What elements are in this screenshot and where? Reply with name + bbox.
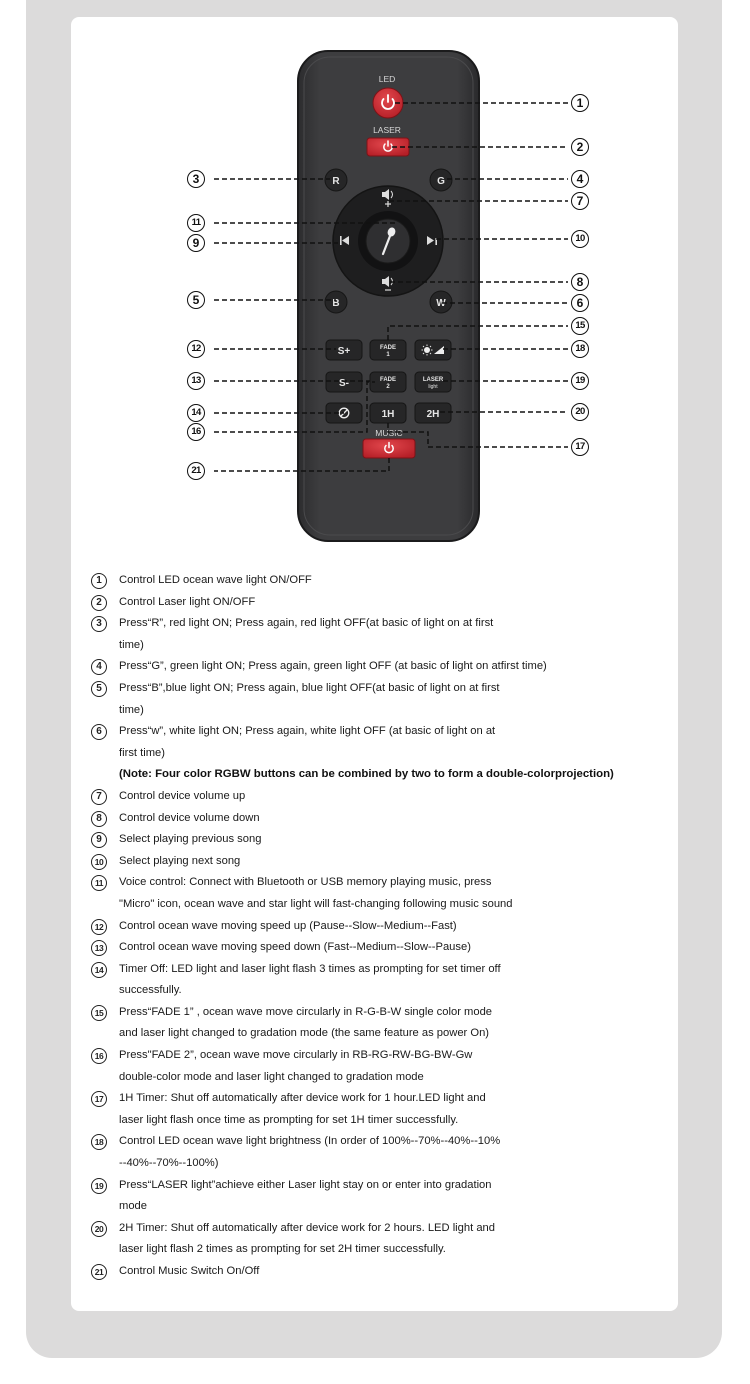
callout-2: 2: [571, 138, 589, 156]
instruction-item: [91, 1088, 671, 1131]
instruction-number: 12: [91, 919, 107, 935]
svg-text:W: W: [436, 298, 446, 309]
instruction-text: Press“G”, green light ON; Press again, green light OFF (at basic of light on atfirst time): [119, 660, 547, 673]
instruction-number: 11: [91, 875, 107, 891]
svg-text:FADE: FADE: [379, 345, 397, 351]
instruction-number: 8: [91, 811, 107, 827]
callout-15: 15: [571, 317, 589, 335]
svg-text:FADE: FADE: [379, 377, 397, 383]
svg-text:R: R: [332, 176, 340, 187]
instruction-item: [91, 570, 671, 592]
speed-up-button[interactable]: [326, 340, 362, 360]
laser-light-button[interactable]: [415, 372, 451, 392]
instruction-item: [91, 1175, 671, 1218]
callout-16: 16: [187, 423, 205, 441]
laser-label: LASER: [373, 125, 401, 135]
instruction-text: time): [119, 638, 144, 651]
callout-9: 9: [187, 234, 205, 252]
instruction-text: 1H Timer: Shut off automatically after device work for 1 hour.LED light and: [119, 1092, 486, 1105]
svg-text:1H: 1H: [381, 409, 395, 420]
callout-3: 3: [187, 170, 205, 188]
svg-text:2H: 2H: [426, 409, 440, 420]
g-button[interactable]: [430, 169, 452, 191]
music-label: MUSIC: [375, 428, 403, 438]
callout-20: 20: [571, 403, 589, 421]
instruction-text: 2H Timer: Shut off automatically after device work for 2 hours. LED light and: [119, 1221, 495, 1234]
instruction-number: 19: [91, 1178, 107, 1194]
instruction-item: [91, 678, 671, 721]
instruction-item: [91, 1261, 671, 1283]
svg-text:1: 1: [386, 352, 390, 358]
instruction-text: Timer Off: LED light and laser light flash 3 times as prompting for set timer off: [119, 962, 501, 975]
brightness-button[interactable]: [415, 340, 451, 360]
music-power-button[interactable]: [363, 439, 415, 458]
instruction-text: --40%--70%--100%): [119, 1157, 219, 1170]
instruction-text: laser light flash once time as prompting for set 1H timer successfully.: [119, 1113, 459, 1126]
callout-6: 6: [571, 294, 589, 312]
instruction-number: 13: [91, 940, 107, 956]
instruction-number: 18: [91, 1134, 107, 1150]
callout-11: 11: [187, 214, 205, 232]
instruction-number: 6: [91, 724, 107, 740]
instruction-text: mode: [119, 1200, 147, 1213]
svg-text:2: 2: [386, 384, 390, 390]
instruction-text: Press“R”, red light ON; Press again, red light OFF(at basic of light on at first: [119, 617, 494, 630]
instruction-text: and laser light changed to gradation mode (the same feature as power On): [119, 1027, 490, 1040]
callout-21: 21: [187, 462, 205, 480]
mic-button[interactable]: [366, 219, 410, 263]
instruction-item: [91, 1218, 671, 1261]
speed-down-button[interactable]: [326, 372, 362, 392]
callout-19: 19: [571, 372, 589, 390]
instruction-text: Control ocean wave moving speed down (Fast--Medium--Slow--Pause): [119, 941, 471, 954]
w-button[interactable]: [430, 291, 452, 313]
instruction-number: 16: [91, 1048, 107, 1064]
instruction-text: successfully.: [119, 984, 182, 997]
instruction-text: Control Music Switch On/Off: [119, 1265, 260, 1277]
instruction-number: 1: [91, 573, 107, 589]
instruction-text: Press"FADE 2”, ocean wave move circularly in RB-RG-RW-BG-BW-Gw: [119, 1049, 473, 1062]
instruction-number: 17: [91, 1091, 107, 1107]
instruction-text: Press“w”, white light ON; Press again, white light OFF (at basic of light on at: [119, 725, 496, 738]
instruction-text: Control ocean wave moving speed up (Pause--Slow--Medium--Fast): [119, 919, 457, 932]
instruction-number: 21: [91, 1264, 107, 1280]
instruction-item: [91, 937, 671, 959]
svg-text:S+: S+: [337, 346, 351, 357]
instruction-number: 7: [91, 789, 107, 805]
instruction-number: 10: [91, 854, 107, 870]
instruction-text: Press“B”,blue light ON; Press again, blue light OFF(at basic of light on at first: [119, 681, 500, 694]
callout-18: 18: [571, 340, 589, 358]
svg-text:G: G: [437, 176, 445, 187]
instruction-item: [91, 592, 671, 614]
svg-text:LASER: LASER: [422, 377, 444, 383]
svg-text:B: B: [332, 298, 340, 309]
instruction-text: double-color mode and laser light changed to gradation mode: [119, 1070, 424, 1083]
callout-14: 14: [187, 404, 205, 422]
remote-diagram: [0, 0, 750, 560]
instruction-number: 3: [91, 616, 107, 632]
svg-text:S-: S-: [339, 378, 349, 389]
instructions-list: [91, 570, 671, 1283]
instruction-text: Select playing previous song: [119, 833, 262, 846]
instruction-text: Voice control: Connect with Bluetooth or USB memory playing music, press: [119, 876, 492, 889]
instruction-text: "Micro" icon, ocean wave and star light will fast-changing following music sound: [119, 897, 513, 910]
instruction-number: 5: [91, 681, 107, 697]
instruction-item: [91, 808, 671, 830]
instruction-item: [91, 721, 671, 764]
instruction-text: Press“FADE 1” , ocean wave move circularly in R-G-B-W single color mode: [119, 1005, 493, 1018]
instruction-item: [91, 916, 671, 938]
instruction-text: Control device volume up: [119, 789, 246, 802]
instruction-item: [91, 851, 671, 873]
fade2-button[interactable]: [370, 372, 406, 392]
callout-7: 7: [571, 192, 589, 210]
instruction-number: 15: [91, 1005, 107, 1021]
callout-5: 5: [187, 291, 205, 309]
fade1-button[interactable]: [370, 340, 406, 360]
callout-4: 4: [571, 170, 589, 188]
callout-1: 1: [571, 94, 589, 112]
svg-text:light: light: [428, 384, 438, 390]
remote-svg: [0, 0, 750, 560]
timer-1h-button[interactable]: [370, 403, 406, 423]
instruction-text: time): [119, 703, 144, 716]
instruction-item: [91, 829, 671, 851]
callout-12: 12: [187, 340, 205, 358]
instruction-text: Control Laser light ON/OFF: [119, 595, 256, 608]
instruction-number: 9: [91, 832, 107, 848]
instruction-item: [91, 1002, 671, 1045]
b-button[interactable]: [325, 291, 347, 313]
callout-17: 17: [571, 438, 589, 456]
instruction-number: 2: [91, 595, 107, 611]
timer-2h-button[interactable]: [415, 403, 451, 423]
instruction-note: (Note: Four color RGBW buttons can be combined by two to form a double-colorprojection): [119, 768, 614, 781]
instruction-item: [91, 1131, 671, 1174]
instruction-item: [91, 786, 671, 808]
instruction-item: [91, 959, 671, 1002]
instruction-text: Press“LASER light”achieve either Laser light stay on or enter into gradation: [119, 1178, 492, 1191]
callout-8: 8: [571, 273, 589, 291]
instruction-number: 14: [91, 962, 107, 978]
instruction-item: [91, 656, 671, 678]
callout-13: 13: [187, 372, 205, 390]
led-label: LED: [378, 74, 396, 84]
instruction-item: [91, 613, 671, 656]
callout-10: 10: [571, 230, 589, 248]
instruction-item: [91, 1045, 671, 1088]
instruction-text: Select playing next song: [119, 854, 241, 867]
r-button[interactable]: [325, 169, 347, 191]
instruction-text: Control LED ocean wave light ON/OFF: [119, 574, 312, 586]
instruction-number: 20: [91, 1221, 107, 1237]
instruction-text: Control LED ocean wave light brightness (In order of 100%--70%--40%--10%: [119, 1135, 501, 1148]
instruction-item: [91, 872, 671, 915]
instruction-text: first time): [119, 746, 165, 759]
instruction-number: 4: [91, 659, 107, 675]
instruction-text: Control device volume down: [119, 811, 260, 824]
instruction-text: laser light flash 2 times as prompting for set 2H timer successfully.: [119, 1243, 446, 1256]
